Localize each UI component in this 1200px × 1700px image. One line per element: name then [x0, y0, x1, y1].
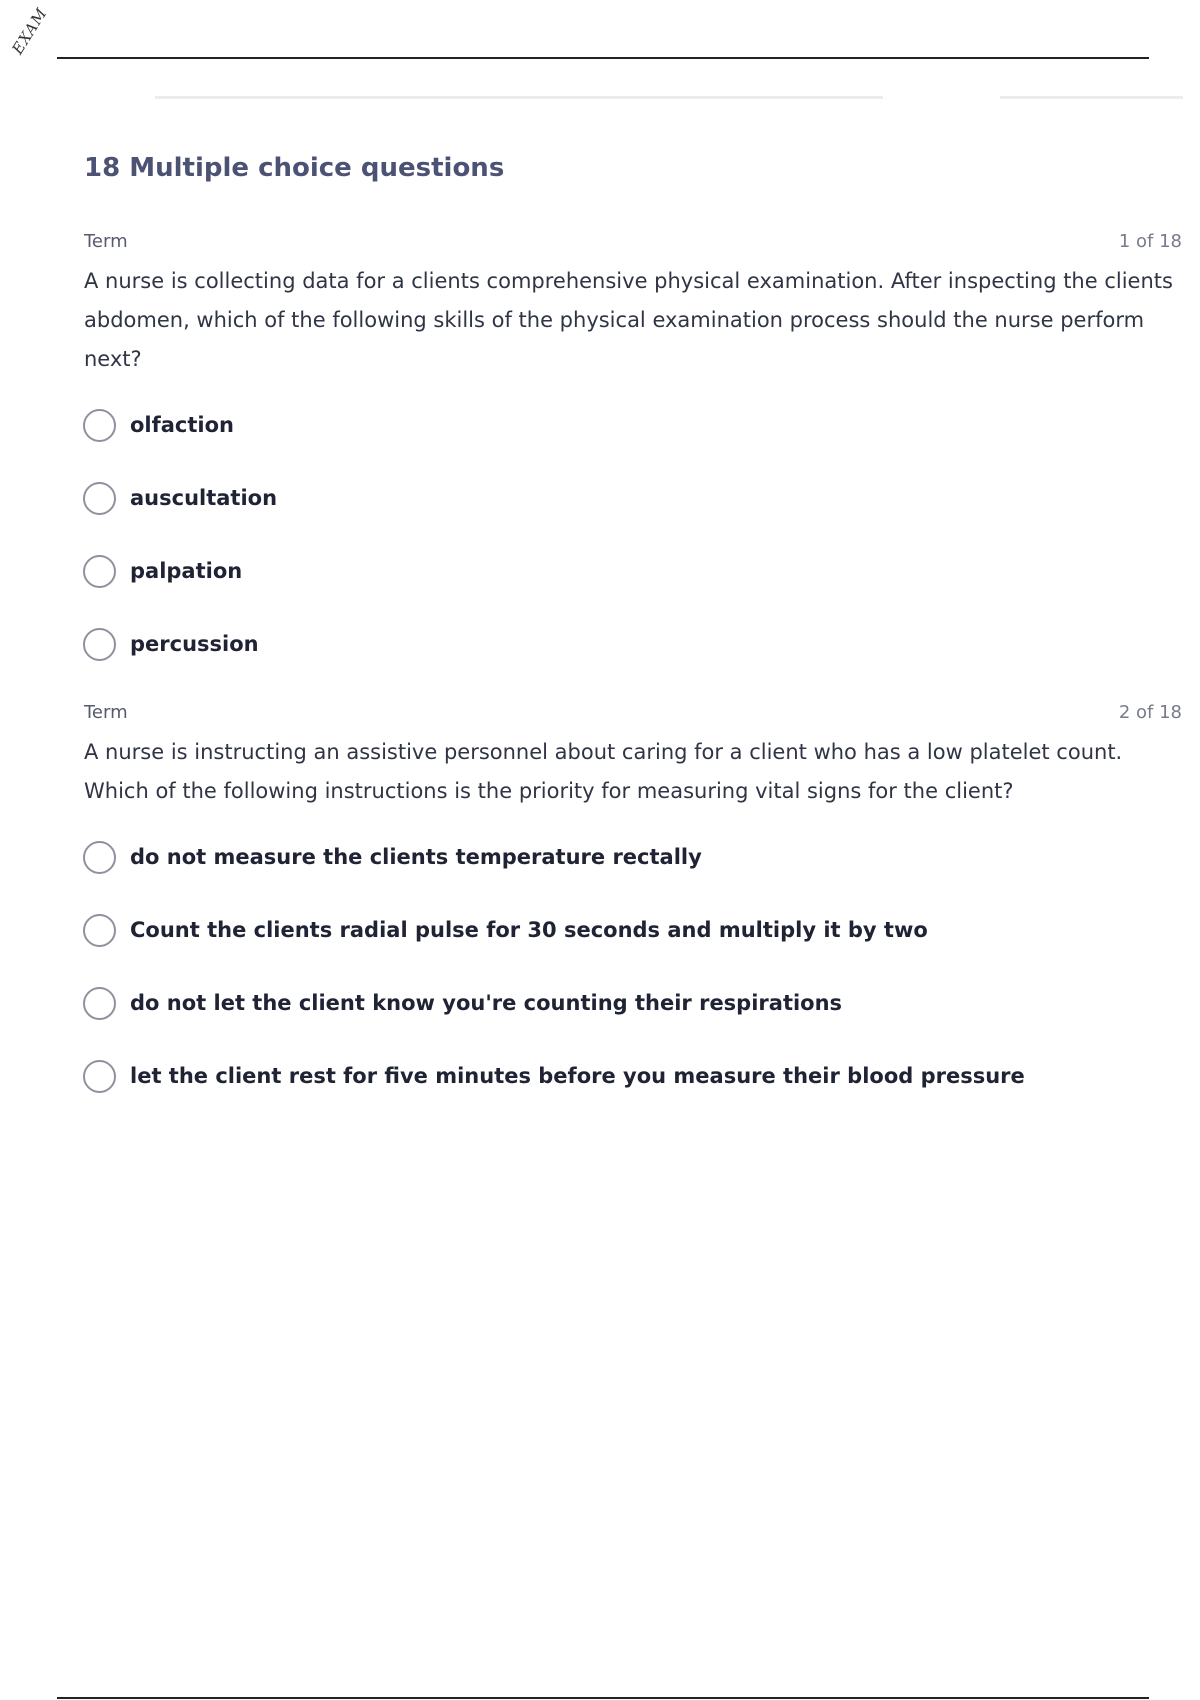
option-label: do not let the client know you're counting their respirations	[130, 991, 843, 1015]
question-counter-1: 1 of 18	[1118, 231, 1182, 252]
radio-icon[interactable]	[83, 841, 116, 874]
option-1-1[interactable]	[83, 407, 234, 443]
option-label: olfaction	[130, 413, 234, 437]
radio-icon[interactable]	[83, 914, 116, 947]
term-label-2: Term	[84, 702, 128, 723]
radio-icon[interactable]	[83, 1060, 116, 1093]
option-1-2[interactable]	[83, 480, 277, 516]
exam-watermark: EXAM	[8, 4, 51, 58]
bottom-divider	[57, 1697, 1149, 1699]
question-text-2: A nurse is instructing an assistive personnel about caring for a client who has a low platelet count. Which of the following instructions is the priority for measuring vital signs for the client?	[84, 740, 1123, 803]
option-label: palpation	[130, 559, 243, 583]
option-label: do not measure the clients temperature rectally	[130, 845, 702, 869]
radio-icon[interactable]	[83, 555, 116, 588]
option-1-4[interactable]	[83, 626, 259, 662]
option-1-3[interactable]	[83, 553, 242, 589]
option-label: auscultation	[130, 486, 278, 510]
top-divider	[57, 57, 1149, 59]
option-2-2[interactable]	[83, 912, 928, 948]
question-counter-2: 2 of 18	[1118, 702, 1182, 723]
radio-icon[interactable]	[83, 628, 116, 661]
radio-icon[interactable]	[83, 482, 116, 515]
option-2-3[interactable]	[83, 985, 842, 1021]
term-label-1: Term	[84, 231, 128, 252]
option-2-1[interactable]	[83, 839, 702, 875]
option-2-4[interactable]	[83, 1058, 1025, 1094]
grey-divider-left	[155, 96, 883, 99]
option-label: let the client rest for five minutes before you measure their blood pressure	[130, 1064, 1025, 1088]
radio-icon[interactable]	[83, 987, 116, 1020]
grey-divider-right	[1000, 96, 1183, 99]
question-text-1: A nurse is collecting data for a clients comprehensive physical examination. After inspecting the clients abdomen, which of the following skills of the physical examination process should the nurse perform next?	[84, 269, 1173, 371]
option-label: percussion	[130, 632, 259, 656]
page-title: 18 Multiple choice questions	[84, 153, 505, 183]
option-label: Count the clients radial pulse for 30 seconds and multiply it by two	[130, 918, 928, 942]
radio-icon[interactable]	[83, 409, 116, 442]
